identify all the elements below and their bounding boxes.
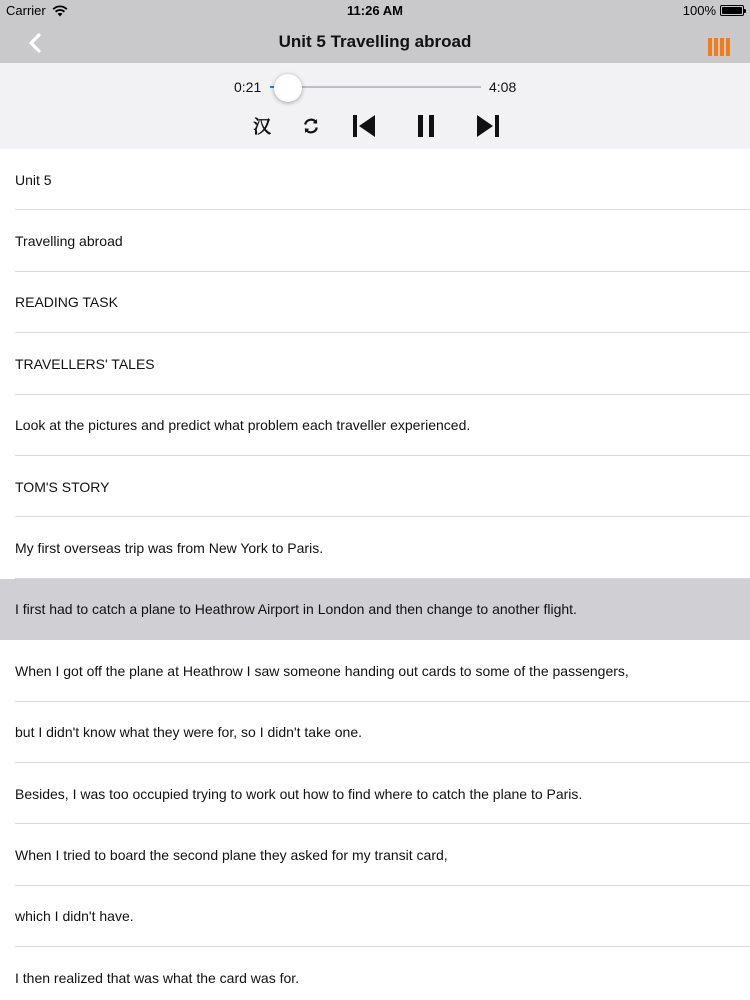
sentence-row-active[interactable]: I first had to catch a plane to Heathrow Airport in London and then change to another flight. xyxy=(0,579,750,640)
sentence-row[interactable]: Look at the pictures and predict what problem each traveller experienced. xyxy=(0,395,750,456)
pause-button[interactable] xyxy=(410,110,442,142)
page-title: Unit 5 Travelling abroad xyxy=(278,32,472,51)
playlist-button[interactable] xyxy=(708,32,732,56)
playlist-icon-bar xyxy=(714,38,718,56)
sentence-row[interactable]: Besides, I was too occupied trying to work out how to find where to catch the plane to Paris. xyxy=(0,763,750,824)
sentence-row[interactable]: I then realized that was what the card was for. xyxy=(0,947,750,1000)
next-button[interactable] xyxy=(472,110,504,142)
previous-button[interactable] xyxy=(348,110,380,142)
audio-player xyxy=(0,63,750,149)
playlist-icon-bar xyxy=(726,38,730,56)
sentence-row[interactable]: When I tried to board the second plane they asked for my transit card, xyxy=(0,824,750,885)
translate-toggle-button[interactable]: 汉 xyxy=(253,117,271,138)
skip-previous-icon xyxy=(351,114,377,138)
battery-group xyxy=(683,3,744,18)
sentence-row[interactable]: TOM'S STORY xyxy=(0,456,750,517)
total-time: 4:08 xyxy=(489,79,517,95)
sentence-row[interactable]: Travelling abroad xyxy=(0,210,750,271)
battery-icon xyxy=(720,5,744,16)
progress-slider-thumb[interactable] xyxy=(274,74,302,102)
sentence-row[interactable]: My first overseas trip was from New York to Paris. xyxy=(0,517,750,578)
playlist-icon-bar xyxy=(708,38,712,56)
playlist-icon-bar xyxy=(720,38,724,56)
sentence-row[interactable]: which I didn't have. xyxy=(0,886,750,947)
carrier-label: Carrier xyxy=(6,3,46,18)
battery-percent: 100% xyxy=(682,3,716,18)
status-bar xyxy=(0,0,750,22)
sentence-row[interactable]: When I got off the plane at Heathrow I saw someone handing out cards to some of the passengers, xyxy=(0,640,750,701)
status-time: 11:26 AM xyxy=(347,3,403,18)
repeat-icon xyxy=(302,117,320,135)
current-time: 0:21 xyxy=(234,79,262,95)
sentence-list xyxy=(0,149,750,1000)
sentence-row[interactable]: TRAVELLERS' TALES xyxy=(0,333,750,394)
sentence-row[interactable]: Unit 5 xyxy=(0,149,750,210)
skip-next-icon xyxy=(475,114,501,138)
repeat-button[interactable] xyxy=(295,110,327,142)
sentence-row[interactable]: READING TASK xyxy=(0,272,750,333)
nav-bar xyxy=(0,22,750,63)
sentence-row[interactable]: but I didn't know what they were for, so I didn't take one. xyxy=(0,702,750,763)
pause-icon xyxy=(417,114,435,138)
